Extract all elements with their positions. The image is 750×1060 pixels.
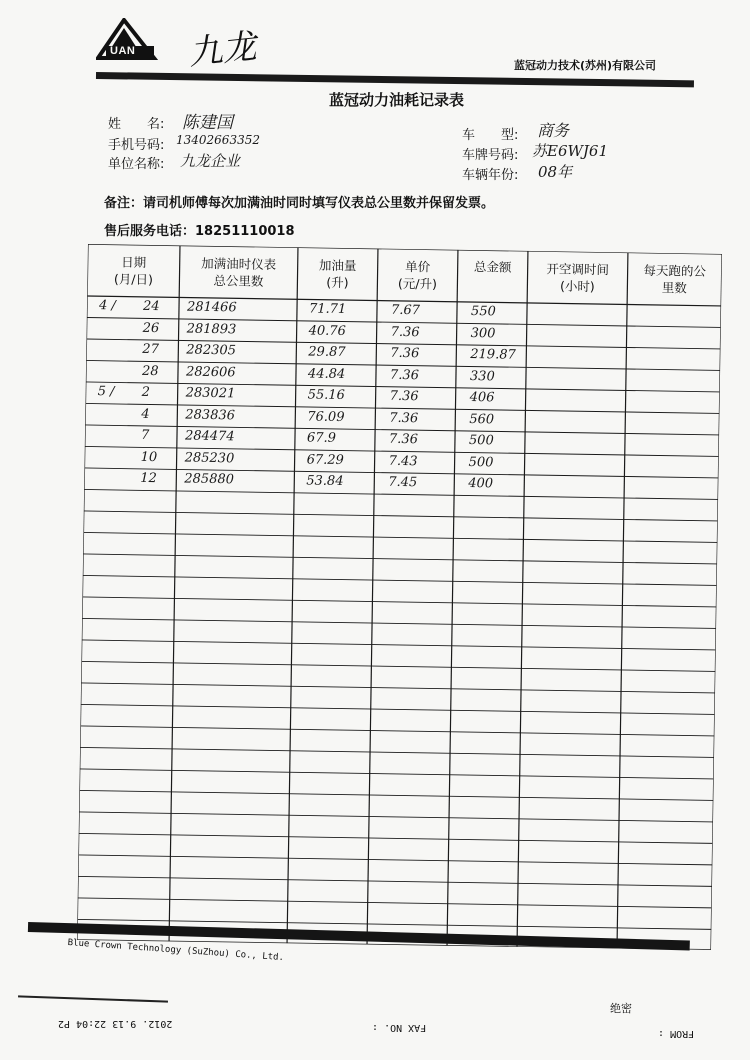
cell-price: 7.36 [389, 410, 419, 426]
header-divider [96, 72, 694, 87]
cell-day: 2 [141, 384, 151, 400]
grid-line [79, 790, 713, 800]
cell-day: 10 [140, 449, 158, 465]
grid-line [83, 532, 717, 542]
grid-line [81, 661, 715, 671]
grid-line [367, 249, 378, 945]
cell-month: 5 / [97, 384, 115, 400]
cell-price: 7.36 [389, 388, 419, 405]
grid-line [78, 898, 712, 908]
cell-amount: 500 [468, 454, 494, 470]
col-header-odometer: 加满油时仪表 总公里数 [201, 255, 277, 289]
cell-odometer: 281466 [186, 299, 237, 316]
cell-amount: 330 [469, 368, 495, 384]
cell-amount: 500 [468, 433, 494, 449]
cell-price: 7.43 [388, 453, 418, 469]
cell-price: 7.45 [388, 474, 418, 491]
cell-liters: 71.71 [308, 301, 347, 318]
fax-timestamp: 2012. 9.13 22:04 P2 [58, 1018, 173, 1029]
grid-line [82, 640, 716, 650]
company-name-english: Blue Crown Technology (SuZhou) Co., Ltd. [67, 938, 285, 964]
cell-odometer: 283021 [185, 385, 236, 402]
cell-liters: 44.84 [307, 365, 346, 382]
cell-price: 7.36 [388, 431, 419, 448]
unit-value: 九龙企业 [180, 152, 241, 170]
cell-amount: 406 [469, 390, 495, 406]
col-header-price: 单价 (元/升) [397, 258, 438, 292]
grid-line [79, 833, 713, 843]
fax-edge-line [18, 995, 168, 1002]
mobile-value: 13402663352 [176, 133, 260, 147]
cell-day: 27 [142, 341, 160, 358]
grid-line [83, 554, 717, 564]
plate-label: 车牌号码: [462, 148, 519, 163]
grid-line [79, 812, 713, 822]
grid-line [617, 252, 628, 948]
cell-amount: 300 [470, 325, 496, 341]
fax-from: FROM : [658, 1028, 695, 1039]
cell-amount: 400 [468, 476, 494, 492]
cell-liters: 55.16 [307, 387, 345, 404]
grid-line [82, 618, 716, 628]
year-value: 08年 [538, 163, 573, 181]
cell-liters: 76.09 [307, 408, 345, 425]
service-phone-number: 18251110018 [195, 224, 295, 239]
name-label: 姓 名: [108, 117, 165, 132]
grid-line [287, 247, 298, 943]
grid-line [80, 769, 714, 779]
grid-line [447, 250, 458, 946]
cell-liters: 67.9 [306, 430, 337, 446]
plate-value: 苏E6WJ61 [532, 142, 609, 160]
form-title: 蓝冠动力油耗记录表 [329, 91, 465, 109]
cell-liters: 40.76 [308, 322, 347, 339]
grid-line [517, 251, 528, 947]
cell-price: 7.36 [390, 324, 420, 340]
cell-day: 26 [142, 320, 160, 336]
year-label: 车辆年份: [462, 168, 519, 183]
cell-day: 7 [140, 427, 150, 443]
form-note: 备注：请司机师傅每次加满油时同时填写仪表总公里数并保留发票。 [104, 196, 495, 211]
cell-amount: 560 [469, 411, 495, 427]
cell-liters: 29.87 [308, 344, 346, 361]
grid-line [83, 575, 717, 585]
cell-odometer: 281893 [186, 321, 237, 337]
col-header-amount: 总金额 [473, 259, 512, 275]
grid-line [82, 597, 716, 607]
grid-line [80, 726, 714, 736]
cell-odometer: 284474 [184, 428, 235, 445]
grid-line [78, 876, 712, 886]
cell-odometer: 282305 [186, 342, 237, 359]
model-label: 车 型: [462, 128, 519, 143]
cell-odometer: 282606 [185, 364, 236, 380]
cell-odometer: 283836 [185, 407, 236, 423]
grid-line [77, 244, 88, 940]
cell-amount: 550 [470, 304, 496, 320]
col-header-daily-km: 每天跑的公 里数 [643, 262, 707, 296]
cell-day: 24 [142, 298, 160, 315]
cell-day: 12 [140, 470, 157, 487]
cell-amount: 219.87 [470, 347, 516, 363]
grid-line [80, 747, 714, 757]
cell-liters: 53.84 [306, 473, 344, 490]
grid-line [84, 511, 718, 521]
col-header-ac-hours: 开空调时间 (小时) [546, 261, 610, 294]
cell-price: 7.67 [390, 302, 421, 319]
cell-liters: 67.29 [306, 451, 344, 468]
cell-odometer: 285880 [184, 471, 235, 488]
cell-day: 4 [141, 406, 150, 422]
model-value: 商务 [537, 121, 570, 140]
grid-line [81, 704, 715, 714]
grid-line [78, 855, 712, 865]
service-phone [104, 220, 295, 239]
fuel-log-table [77, 244, 722, 950]
grid-line [81, 683, 715, 693]
cell-odometer: 285230 [184, 450, 235, 466]
grid-line [169, 245, 180, 941]
unit-label: 单位名称: [108, 157, 165, 172]
col-header-liters: 加油量 (升) [318, 257, 357, 291]
handwritten-signature-top: 九龙 [186, 26, 259, 74]
grid-line [84, 489, 718, 499]
cell-month: 4 / [98, 298, 116, 314]
logo-text: UAN [110, 45, 136, 57]
fax-number: FAX NO. : [372, 1022, 427, 1033]
service-phone-label: 售后服务电话： [104, 224, 196, 239]
sign-mark: 绝密 [610, 1002, 632, 1015]
grid-line [711, 254, 722, 950]
mobile-label: 手机号码: [108, 138, 165, 153]
logo-triangle-icon [96, 18, 158, 64]
name-value: 陈建国 [182, 113, 233, 133]
cell-price: 7.36 [390, 345, 420, 362]
cell-price: 7.36 [389, 367, 420, 383]
company-logo [96, 18, 158, 64]
cell-day: 28 [141, 363, 159, 379]
company-name: 蓝冠动力技术(苏州)有限公司 [514, 59, 657, 72]
col-header-date: 日期 (月/日) [113, 254, 154, 288]
